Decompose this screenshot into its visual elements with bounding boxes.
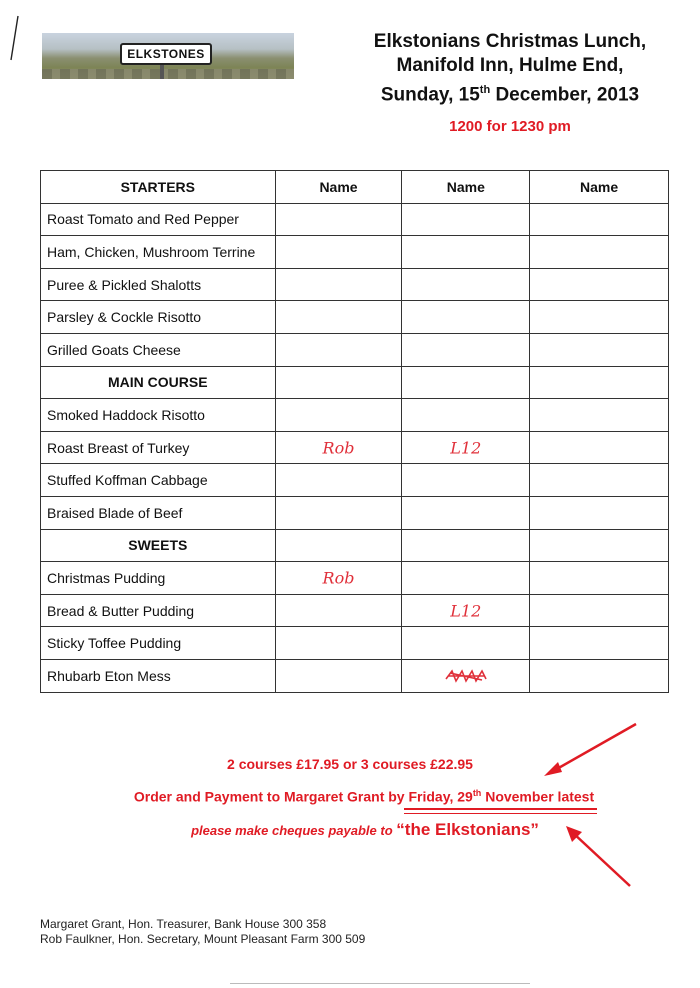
name-cell <box>275 203 402 236</box>
name-cell <box>402 529 530 562</box>
name-cell <box>530 268 669 301</box>
sign-post <box>160 65 164 79</box>
name-cell <box>402 399 530 432</box>
name-cell <box>402 464 530 497</box>
handwritten-name: L12 <box>450 438 482 458</box>
section-row <box>41 366 669 399</box>
name-cell <box>275 529 402 562</box>
table-row <box>41 496 669 529</box>
dish-label: Rhubarb Eton Mess <box>41 659 276 692</box>
name-cell <box>402 236 530 269</box>
name-cell <box>530 236 669 269</box>
name-cell <box>530 659 669 692</box>
name-cell <box>402 496 530 529</box>
pen-stroke-mark <box>8 14 20 62</box>
table-row <box>41 301 669 334</box>
arrow-to-prices-icon <box>540 720 640 780</box>
name-cell <box>275 659 402 692</box>
name-cell <box>275 399 402 432</box>
title-line-3: Sunday, 15th December, 2013 <box>380 84 640 106</box>
name-cell <box>530 431 669 464</box>
name-cell <box>530 594 669 627</box>
name-cell <box>402 268 530 301</box>
dish-label: Parsley & Cockle Risotto <box>41 301 276 334</box>
price-info: 2 courses £17.95 or 3 courses £22.95 <box>227 756 473 772</box>
event-time: 1200 for 1230 pm <box>449 118 571 135</box>
name-cell <box>402 627 530 660</box>
name-cell <box>530 562 669 595</box>
name-cell <box>402 431 530 464</box>
section-heading: SWEETS <box>41 529 276 562</box>
name-cell <box>530 301 669 334</box>
section-row <box>41 529 669 562</box>
table-row <box>41 659 669 692</box>
name-cell <box>530 333 669 366</box>
menu-signup-table <box>40 170 669 693</box>
title-line-1: Elkstonians Christmas Lunch, <box>373 31 647 52</box>
name-cell <box>275 236 402 269</box>
table-row <box>41 333 669 366</box>
name-cell <box>530 496 669 529</box>
dish-label: Sticky Toffee Pudding <box>41 627 276 660</box>
title-line-2: Manifold Inn, Hulme End, <box>396 55 624 76</box>
header-name-1: Name <box>275 171 402 204</box>
name-cell <box>275 268 402 301</box>
dish-label: Puree & Pickled Shalotts <box>41 268 276 301</box>
section-heading: MAIN COURSE <box>41 366 276 399</box>
cheque-instructions: please make cheques payable to “the Elkstonians” <box>191 820 539 839</box>
name-cell <box>530 366 669 399</box>
table-row <box>41 399 669 432</box>
name-cell <box>275 333 402 366</box>
name-cell <box>275 464 402 497</box>
name-cell <box>402 562 530 595</box>
name-cell <box>275 496 402 529</box>
dish-label: Roast Breast of Turkey <box>41 431 276 464</box>
crossed-out-scribble <box>444 667 488 685</box>
event-title <box>330 30 690 107</box>
elkstones-sign: ELKSTONES <box>120 43 212 65</box>
name-cell <box>275 627 402 660</box>
deadline-underline-2 <box>404 813 597 814</box>
table-row <box>41 203 669 236</box>
name-cell <box>530 627 669 660</box>
treasurer-contact: Margaret Grant, Hon. Treasurer, Bank House 300 358 <box>40 917 327 931</box>
dish-label: Grilled Goats Cheese <box>41 333 276 366</box>
handwritten-name: L12 <box>450 601 482 621</box>
table-row <box>41 268 669 301</box>
handwritten-name: Rob <box>322 568 355 588</box>
table-row <box>41 562 669 595</box>
dish-label: Smoked Haddock Risotto <box>41 399 276 432</box>
dish-label: Ham, Chicken, Mushroom Terrine <box>41 236 276 269</box>
contact-footer <box>40 917 365 947</box>
arrow-to-cheques-icon <box>560 820 640 890</box>
name-cell <box>530 464 669 497</box>
name-cell <box>530 203 669 236</box>
header-starters: STARTERS <box>41 171 276 204</box>
page-edge-line <box>230 983 530 984</box>
stone-wall <box>42 69 294 79</box>
name-cell <box>402 333 530 366</box>
handwritten-name: Rob <box>322 438 355 458</box>
table-row <box>41 627 669 660</box>
name-cell <box>275 594 402 627</box>
name-cell <box>402 301 530 334</box>
secretary-contact: Rob Faulkner, Hon. Secretary, Mount Pleasant Farm 300 509 <box>40 932 366 946</box>
header-name-2: Name <box>402 171 530 204</box>
dish-label: Stuffed Koffman Cabbage <box>41 464 276 497</box>
table-row <box>41 431 669 464</box>
name-cell <box>402 366 530 399</box>
name-cell <box>275 562 402 595</box>
name-cell <box>275 431 402 464</box>
name-cell <box>530 399 669 432</box>
deadline-underline <box>404 808 597 810</box>
dish-label: Christmas Pudding <box>41 562 276 595</box>
dish-label: Braised Blade of Beef <box>41 496 276 529</box>
name-cell <box>402 659 530 692</box>
elkstones-banner-photo <box>42 33 294 79</box>
table-row <box>41 236 669 269</box>
dish-label: Bread & Butter Pudding <box>41 594 276 627</box>
name-cell <box>402 594 530 627</box>
order-deadline: Order and Payment to Margaret Grant by Friday, 29th November latest <box>133 788 595 805</box>
name-cell <box>275 301 402 334</box>
table-row <box>41 594 669 627</box>
name-cell <box>275 366 402 399</box>
table-row <box>41 464 669 497</box>
name-cell <box>530 529 669 562</box>
dish-label: Roast Tomato and Red Pepper <box>41 203 276 236</box>
table-header-row <box>41 171 669 204</box>
name-cell <box>402 203 530 236</box>
header-name-3: Name <box>530 171 669 204</box>
